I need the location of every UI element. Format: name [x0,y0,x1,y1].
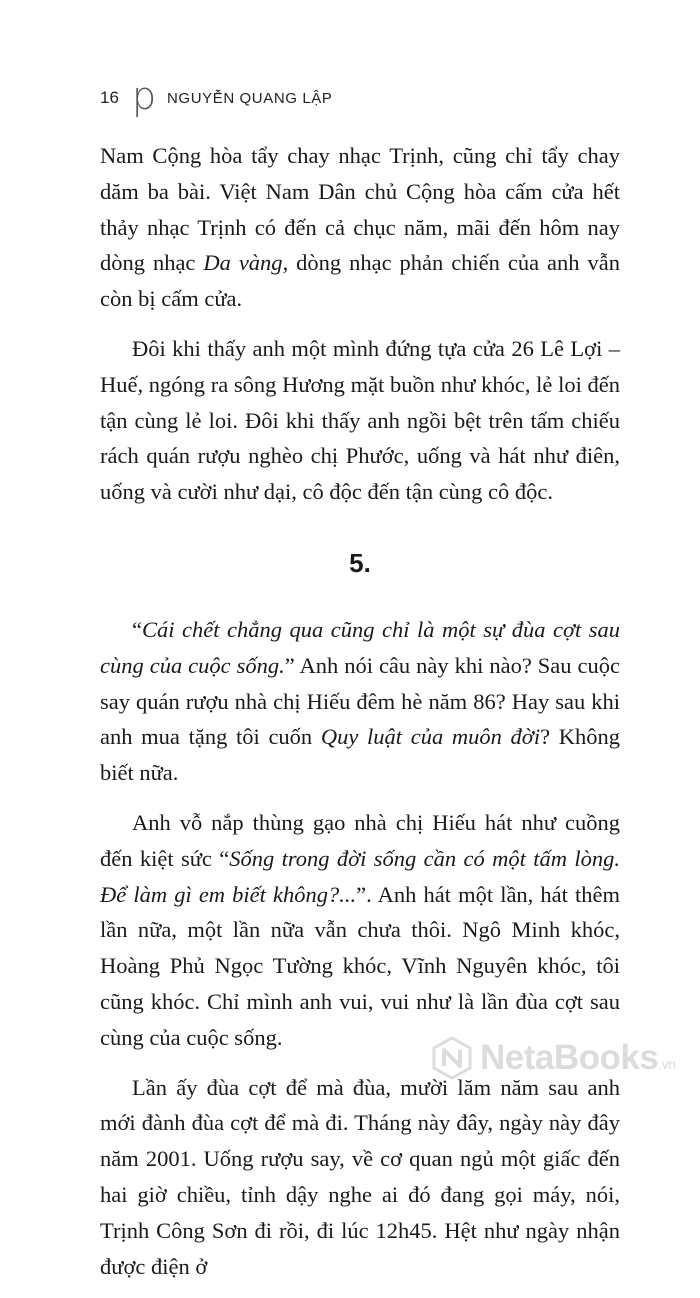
text-run: Đôi khi thấy anh một mình đứng tựa cửa 26 Lê Lợi – Huế, ngóng ra sông Hương mặt buồn như khóc, lẻ loi đến tận cùng lẻ loi. Đôi khi thấy anh ngồi bệt trên tấm chiếu rách quán rượu nghèo chị Phước, uống và hát như điên, uống và cười như dại, cô độc đến tận cùng cô độc. [100,335,620,505]
text-run: “ [132,616,142,642]
paragraph [100,331,620,510]
text-run: ” Anh nói câu này khi nào? Sau cuộc say quán rượu nhà chị Hiếu đêm hè năm 86? Hay sau khi anh mua tặng tôi cuốn [100,652,620,750]
watermark [430,1034,690,1082]
text-run: , dòng nhạc phản chiến của anh vẫn còn bị cấm cửa. [100,250,620,312]
italic-run: Da vàng [203,250,283,276]
text-run: Anh vỗ nắp thùng gạo nhà chị Hiếu hát như cuồng đến kiệt sức “ [100,809,620,871]
section-heading: 5. [349,547,371,578]
page-header [100,74,620,122]
text-run: Nam Cộng hòa tẩy chay nhạc Trịnh, cũng chỉ tẩy chay dăm ba bài. Việt Nam Dân chủ Cộng hòa cấm cửa hết thảy nhạc Trịnh có đến cả chục năm, mãi đến hôm nay dòng nhạc [100,143,620,276]
paragraph [100,612,620,791]
text-run: ”. Anh hát một lần, hát thêm lần nữa, một lần nữa vẫn chưa thôi. Ngô Minh khóc, Hoàng Phủ Ngọc Tường khóc, Vĩnh Nguyên khóc, tôi cũng khóc. Chỉ mình anh vui, vui như là lần đùa cợt sau cùng của cuộc sống. [100,881,621,1050]
text-run: Lần ấy đùa cợt để mà đùa, mười lăm năm sau anh mới đành đùa cợt để mà đi. Tháng này đây, ngày này đây năm 2001. Uống rượu say, về cơ quan ngủ một giấc đến hai giờ chiều, tỉnh dậy nghe ai đó đang gọi máy, nói, Trịnh Công Sơn đi rồi, đi lúc 12h45. Hệt như ngày nhận được điện ở [100,1074,620,1279]
italic-run: Cái chết chẳng qua cũng chỉ là một sự đùa cợt sau cùng của cuộc sống. [100,616,620,678]
italic-run: Sống trong đời sống cần có một tấm lòng. Để làm gì em biết không?... [100,845,620,907]
paragraph [100,1070,620,1285]
italic-run: Quy luật của muôn đời [320,724,541,750]
watermark-text: NetaBooks.vn [480,1038,676,1077]
paragraph [100,138,620,317]
author-name: NGUYỄN QUANG LẬP [167,90,333,107]
netabooks-logo-icon [430,1036,474,1085]
chapter-mark: p [132,74,157,118]
page-body [100,138,620,1298]
page-number: 16 [100,88,119,107]
text-run: ? Không biết nữa. [100,724,620,786]
paragraph [100,805,620,1056]
